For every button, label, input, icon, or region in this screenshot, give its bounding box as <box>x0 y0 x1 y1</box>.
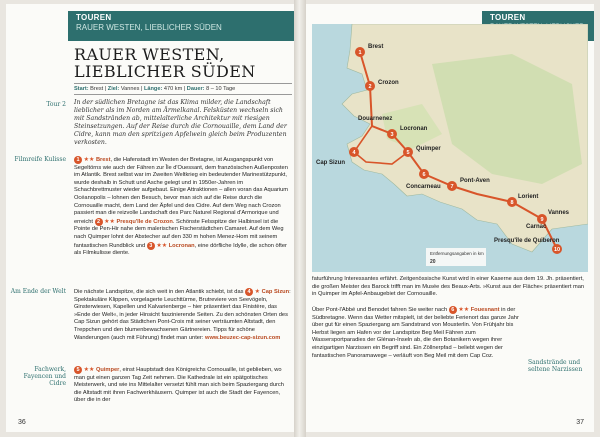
svg-text:1: 1 <box>358 50 362 56</box>
paragraph-text: , einst Hauptstadt des Königreichs Cornouaille, ist geblieben, wo man gut einen ganzen Tag Zeit nehmen. Die Kathedrale ist ein spätgotisches Meisterwerk, und wie ins Mittelalter versetzt fühlt man sich beim Spaziergang durch die Altstadt mit ihren Fachwerkhäusern. Quimper ist auch die Stadt der Fayencen, über die in der <box>74 367 284 404</box>
intro-text: In der südlichen Bretagne ist das Klima milder, die Landschaft lieblicher als im Norden am Ärmelkanal. Felsküsten wechseln sich mit Sandstränden ab, mittelalterliche Architektur mit riesigen Steinsetzungen. Auf der Reise durch die Cornouaille, dem Land der Cidre, kann man den spritzigen Apfelwein gleich beim Produzenten verkosten. <box>74 99 287 146</box>
page-left <box>6 4 294 432</box>
map-pin[interactable] <box>349 147 359 157</box>
map-pin[interactable] <box>365 81 375 91</box>
side-label-am-ende: Am Ende der Welt <box>10 288 66 295</box>
place-name: Fouesnant <box>470 307 500 313</box>
paragraph-brest <box>74 156 292 258</box>
map-label: Lorient <box>518 194 539 200</box>
stop-number: 1 <box>74 156 82 164</box>
map-canvas <box>312 24 588 272</box>
paragraph-fouesnant <box>312 306 524 360</box>
side-label-filmreife: Filmreife Kulisse <box>14 156 66 163</box>
map-label: Presqu'île de Quiberon <box>494 238 560 244</box>
svg-text:8: 8 <box>510 200 514 206</box>
star-rating-icon: ★ <box>254 289 261 295</box>
paragraph-text: , eine dörfliche Idylle, die schon öfter als Filmkulisse diente. <box>74 242 287 257</box>
map-pin[interactable] <box>507 197 517 207</box>
place-name: Locronan <box>168 242 195 249</box>
section-subtitle: RAUER WESTEN, LIEBLICHER SÜDEN <box>76 23 222 32</box>
star-rating-icon: ★★ <box>83 367 95 373</box>
paragraph-text: . Schönste Felsspitze der Halbinsel ist die Pointe de Pen-Hir nahe dem malerischen Fischerstädtchen Camaret. Auf dem Weg nach Quimper lohnt der Abstecher auf den 330 m hohen Menez-Hom mit seinem fantastischen Rundblick und <box>74 218 284 249</box>
map-pin[interactable] <box>447 181 457 191</box>
ziel-label: Ziel: <box>107 86 120 92</box>
map-pin[interactable] <box>403 147 413 157</box>
map-scale-label: Entfernungsangaben in km <box>430 251 484 256</box>
map-label: Locronan <box>400 126 428 132</box>
paragraph-text: Die nächste Landspitze, die sich weit in den Atlantik schiebt, ist das <box>74 289 244 295</box>
map-pin[interactable] <box>537 214 547 224</box>
section-title: TOUREN <box>76 13 112 22</box>
dauer-label: Dauer: <box>186 86 205 92</box>
start-label: Start: <box>74 86 89 92</box>
column-text: faturführung Interessantes erfährt. Zeitgenössische Kunst wird in einer Kaserne aus dem 19. Jh. präsentiert, die großen Meister des Barock trifft man im Musée des Beaux-Arts. »Kunst aus der Fläche« präsentiert man in Quimper im Apfel-Anbaugebiet der Cornouaille. <box>312 276 585 298</box>
page-right <box>306 4 594 432</box>
map-label: Cap Sizun <box>316 160 346 166</box>
place-name: Brest <box>95 157 111 163</box>
svg-text:10: 10 <box>553 247 561 253</box>
page-title: RAUER WESTEN, LIEBLICHER SÜDEN <box>74 45 256 81</box>
side-label-fachwerk: Fachwerk, Fayencen und Cidre <box>23 366 66 387</box>
paragraph-text: in der Südbretagne. Wenn das Wetter mitspielt, ist der beliebte Ferienort das ganze Jahr über gut für einen Spaziergang am Sandstrand von Mousterlin. Von Frühjahr bis Herbst liegen am Hafen vor der Landspitze Beg Meil Fähren zum Wassersportparadies der Glénan-Inseln ab, die den Botanikern wegen ihrer einzigartigen Narzissen ein Begriff sind. Ein Zöllnerpfad – beliebt wegen der fantastischen Panoramawege – verläuft von Beg Meil mit dem Cap Coz. <box>312 307 519 359</box>
section-title: TOUREN <box>490 13 526 22</box>
route-map <box>312 24 588 272</box>
star-rating-icon: ★★ <box>156 242 168 249</box>
stop-number: 3 <box>147 242 155 250</box>
start-value: Brest <box>90 86 104 92</box>
svg-text:9: 9 <box>540 217 544 223</box>
laenge-label: Länge: <box>143 86 163 92</box>
svg-text:6: 6 <box>422 172 426 178</box>
ziel-value: Vannes <box>120 86 140 92</box>
section-header <box>68 11 294 41</box>
map-pin[interactable] <box>387 129 397 139</box>
paragraph-cap-sizun <box>74 288 292 342</box>
map-label: Brest <box>368 44 384 50</box>
tour-label: Tour 2 <box>46 101 66 108</box>
website-link[interactable]: www.beuzec-cap-sizun.com <box>205 334 281 341</box>
star-rating-icon: ★★ <box>83 157 95 163</box>
star-rating-icon: ★★ <box>458 307 470 313</box>
stop-number: 4 <box>245 288 253 296</box>
svg-text:5: 5 <box>406 150 410 156</box>
page-number: 36 <box>18 419 26 426</box>
tour-facts: Start: Brest | Ziel: Vannes | Länge: 470 km | Dauer: 8 – 10 Tage <box>74 83 292 95</box>
place-name: Presqu'île de Crozon <box>116 218 173 225</box>
place-name: Quimper <box>95 367 120 373</box>
map-label: Douarnenez <box>358 116 393 122</box>
map-scale-value: 20 <box>430 259 436 265</box>
paragraph-text: Über Pont-l'Abbé und Benodet fahren Sie weiter nach <box>312 307 448 313</box>
paragraph-text: , die Hafenstadt im Westen der Bretagne, ist Ausgangspunkt von Segeltörns wie auch der Fähren zur Île d'Ouessant, dem französischen Außenposten im Atlantik. Brest selbst war im Zweiten Weltkrieg ein bedeutender Marinestützpunkt, wurde deshalb in Schutt und Asche gelegt und in 1950er-Jahren im Schachbrettmuster wieder aufgebaut. Einige Attraktionen – allen voran das Aquarium Océanopolis – lohnen den Besuch, bevor man sich auf die Reise durch die Cornouaille macht, dem Land der Äpfel und des Cidre. Auf dem Weg nach Crozon passiert man die reizvolle Landschaft des Parc Naturel Regional d'Armorique und erreicht <box>74 157 289 225</box>
page-number: 37 <box>576 419 584 426</box>
map-pin[interactable] <box>419 169 429 179</box>
svg-text:2: 2 <box>368 84 372 90</box>
stop-number: 5 <box>74 366 82 374</box>
place-name: Cap Sizun <box>261 289 290 295</box>
stop-number: 6 <box>449 306 457 314</box>
map-pin[interactable] <box>552 244 562 254</box>
map-label: Carnac <box>526 224 547 230</box>
paragraph-text: : Spektakuläre Klippen, vorgelagerte Leuchttürme, Brutreviere von Seevögeln, Ginsterwiesen, Kapellen und Kalvarienberge – hier präsentiert das Finistère, das »Ende der Welt«, in jeder Hinsicht faszinierende Seiten. Zu den schönsten Orten des Cap Sizun gehört das Städtchen Pont-Croix mit seiner verträumten Altstadt, den Treppchen und den blumenbewachsenen Gärtnereien. Tipps für schöne Wanderungen (auch mit Führung) findet man unter: <box>74 289 291 341</box>
map-pin[interactable] <box>355 47 365 57</box>
svg-text:3: 3 <box>390 132 394 138</box>
side-label-sandstraende: Sandstrände und seltene Narzissen <box>528 359 583 373</box>
svg-text:7: 7 <box>450 184 454 190</box>
map-label: Crozon <box>378 80 399 86</box>
book-gutter <box>294 0 306 437</box>
star-rating-icon: ★★ <box>104 218 115 225</box>
map-label: Concarneau <box>406 184 441 190</box>
laenge-value: 470 km <box>163 86 183 92</box>
map-label: Vannes <box>548 210 570 216</box>
map-label: Quimper <box>416 146 441 152</box>
paragraph-quimper <box>74 366 292 405</box>
svg-text:4: 4 <box>352 150 356 156</box>
stop-number: 2 <box>95 218 103 226</box>
dauer-value: 8 – 10 Tage <box>206 86 236 92</box>
map-label: Pont-Aven <box>460 178 490 184</box>
